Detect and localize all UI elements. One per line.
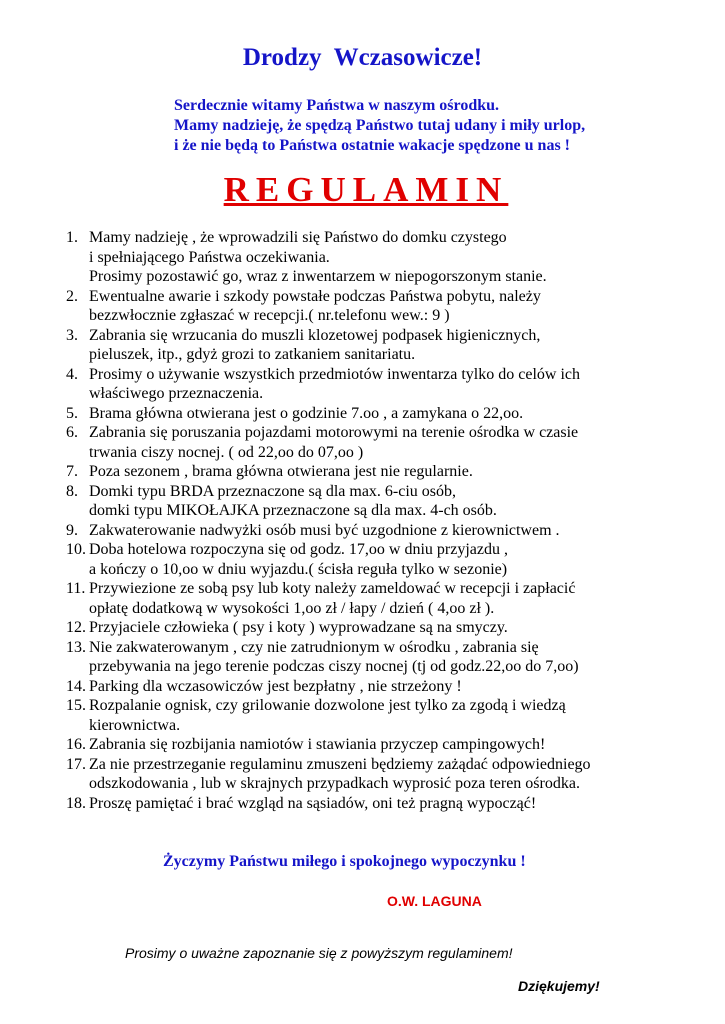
rule-item [66, 326, 591, 365]
rule-text [89, 287, 541, 326]
rule-item [66, 677, 591, 697]
rule-line: Brama główna otwierana jest o godzinie 7.oo , a zamykana o 22,oo. [89, 404, 524, 422]
rule-item [66, 404, 591, 424]
rule-item [66, 521, 591, 541]
rule-line: a kończy o 10,oo w dniu wyjazdu.( ścisła reguła tylko w sezonie) [89, 560, 508, 578]
rule-number: 16. [66, 736, 86, 753]
rule-line: Zabrania się poruszania pojazdami motorowymi na terenie ośrodka w czasie [89, 424, 579, 441]
rule-line: właściwego przeznaczenia. [89, 385, 264, 402]
rule-line: Prosimy pozostawić go, wraz z inwentarzem w niepogorszonym stanie. [89, 268, 547, 285]
rule-text [89, 618, 508, 638]
rule-line: Zakwaterowanie nadwyżki osób musi być uzgodnione z kierownictwem . [89, 521, 560, 539]
rule-number: 8. [66, 482, 78, 500]
rule-number: 6. [66, 424, 78, 441]
rule-item [66, 365, 591, 404]
rule-item [66, 423, 591, 462]
rule-line: Nie zakwaterowanym , czy nie zatrudnionym w ośrodku , zabrania się [89, 638, 539, 656]
rule-number: 5. [66, 404, 78, 422]
rule-text [89, 735, 545, 755]
resort-signature: O.W. LAGUNA [387, 893, 482, 909]
rule-line: trwania ciszy nocnej. ( od 22,oo do 07,oo ) [89, 443, 364, 461]
rule-item [66, 638, 591, 677]
welcome-paragraph [174, 96, 585, 156]
rule-item [66, 540, 591, 579]
rule-item [66, 482, 591, 521]
welcome-line: i że nie będą to Państwa ostatnie wakacje spędzone u nas ! [174, 137, 570, 154]
rule-item [66, 755, 591, 794]
rule-line: odszkodowania , lub w skrajnych przypadkach wyprosić poza teren ośrodka. [89, 775, 580, 792]
rule-line: przebywania na jego terenie podczas ciszy nocnej (tj od godz.22,oo do 7,oo) [89, 658, 579, 675]
rule-number: 13. [66, 638, 86, 656]
rule-text [89, 326, 540, 365]
rule-number: 7. [66, 463, 78, 480]
rule-text [89, 677, 462, 697]
rule-line: Parking dla wczasowiczów jest bezpłatny , nie strzeżony ! [89, 677, 462, 695]
rule-item [66, 228, 591, 287]
rule-item [66, 462, 591, 482]
rule-number: 15. [66, 697, 86, 714]
rule-number: 11. [66, 580, 86, 597]
thanks-text: Dziękujemy! [518, 978, 600, 994]
rule-text [89, 228, 547, 287]
rule-line: i spełniającego Państwa oczekiwania. [89, 248, 330, 266]
rule-item [66, 618, 591, 638]
rule-line: Przywiezione ze sobą psy lub koty należy zameldować w recepcji i zapłacić [89, 580, 576, 597]
welcome-line: Mamy nadzieję, że spędzą Państwo tutaj udany i miły urlop, [174, 117, 586, 134]
rule-line: Ewentualne awarie i szkody powstałe podczas Państwa pobytu, należy [89, 287, 541, 305]
rule-text [89, 638, 579, 677]
rule-text [89, 423, 578, 462]
rule-item [66, 794, 591, 814]
rule-line: Rozpalanie ognisk, czy grilowanie dozwolone jest tylko za zgodą i wiedzą [89, 697, 566, 714]
wishes-text: Życzymy Państwu miłego i spokojnego wypoczynku ! [163, 853, 526, 870]
rule-item [66, 735, 591, 755]
rule-text [89, 404, 523, 424]
rule-line: opłatę dodatkową w wysokości 1,oo zł / łapy / dzień ( 4,oo zł ). [89, 599, 495, 617]
rule-line: Prosimy o używanie wszystkich przedmiotów inwentarza tylko do celów ich [89, 365, 580, 383]
rule-number: 4. [66, 365, 78, 383]
rule-line: Domki typu BRDA przeznaczone są dla max. 6-ciu osób, [89, 482, 457, 500]
rule-line: Przyjaciele człowieka ( psy i koty ) wyprowadzane są na smyczy. [89, 619, 508, 636]
rule-line: pieluszek, itp., gdyż grozi to zatkaniem sanitariatu. [89, 346, 416, 363]
rule-line: kierownictwa. [89, 716, 181, 734]
rule-number: 14. [66, 677, 86, 695]
rules-list [66, 228, 591, 813]
rule-text [89, 521, 560, 541]
closing-note: Prosimy o uważne zapoznanie się z powyższym regulaminem! [125, 945, 513, 961]
rule-text [89, 482, 497, 521]
rule-item [66, 287, 591, 326]
rule-line: Proszę pamiętać i brać wzgląd na sąsiadów, oni też pragną wypocząć! [89, 794, 537, 812]
rule-number: 9. [66, 521, 78, 539]
greeting-heading: Drodzy Wczasowicze! [242, 44, 483, 71]
rule-line: Poza sezonem , brama główna otwierana jest nie regularnie. [89, 463, 473, 480]
rule-text [89, 794, 536, 814]
rule-line: Mamy nadzieję , że wprowadzili się Państwo do domku czystego [89, 229, 507, 246]
rule-number: 3. [66, 326, 78, 344]
rule-number: 2. [66, 287, 78, 305]
rule-item [66, 696, 591, 735]
rule-line: bezzwłocznie zgłaszać w recepcji.( nr.telefonu wew.: 9 ) [89, 307, 450, 324]
rule-text [89, 696, 566, 735]
rule-text [89, 755, 591, 794]
welcome-line: Serdecznie witamy Państwa w naszym ośrodku. [174, 97, 500, 114]
rule-number: 12. [66, 619, 86, 636]
rule-number: 10. [66, 541, 86, 558]
rule-text [89, 365, 580, 404]
rule-number: 18. [66, 794, 86, 812]
rule-line: Doba hotelowa rozpoczyna się od godz. 17,oo w dniu przyjazdu , [89, 541, 508, 558]
rule-line: domki typu MIKOŁAJKA przeznaczone są dla max. 4-ch osób. [89, 502, 497, 519]
rule-text [89, 579, 575, 618]
rule-item [66, 579, 591, 618]
rule-line: Za nie przestrzeganie regulaminu zmuszeni będziemy zażądać odpowiedniego [89, 755, 591, 773]
rule-text [89, 462, 473, 482]
rule-number: 17. [66, 755, 86, 773]
rule-line: Zabrania się wrzucania do muszli klozetowej podpasek higienicznych, [89, 326, 541, 344]
rule-text [89, 540, 508, 579]
regulations-title: REGULAMIN [223, 170, 509, 209]
rule-line: Zabrania się rozbijania namiotów i stawiania przyczep campingowych! [89, 736, 546, 753]
rule-number: 1. [66, 229, 78, 246]
